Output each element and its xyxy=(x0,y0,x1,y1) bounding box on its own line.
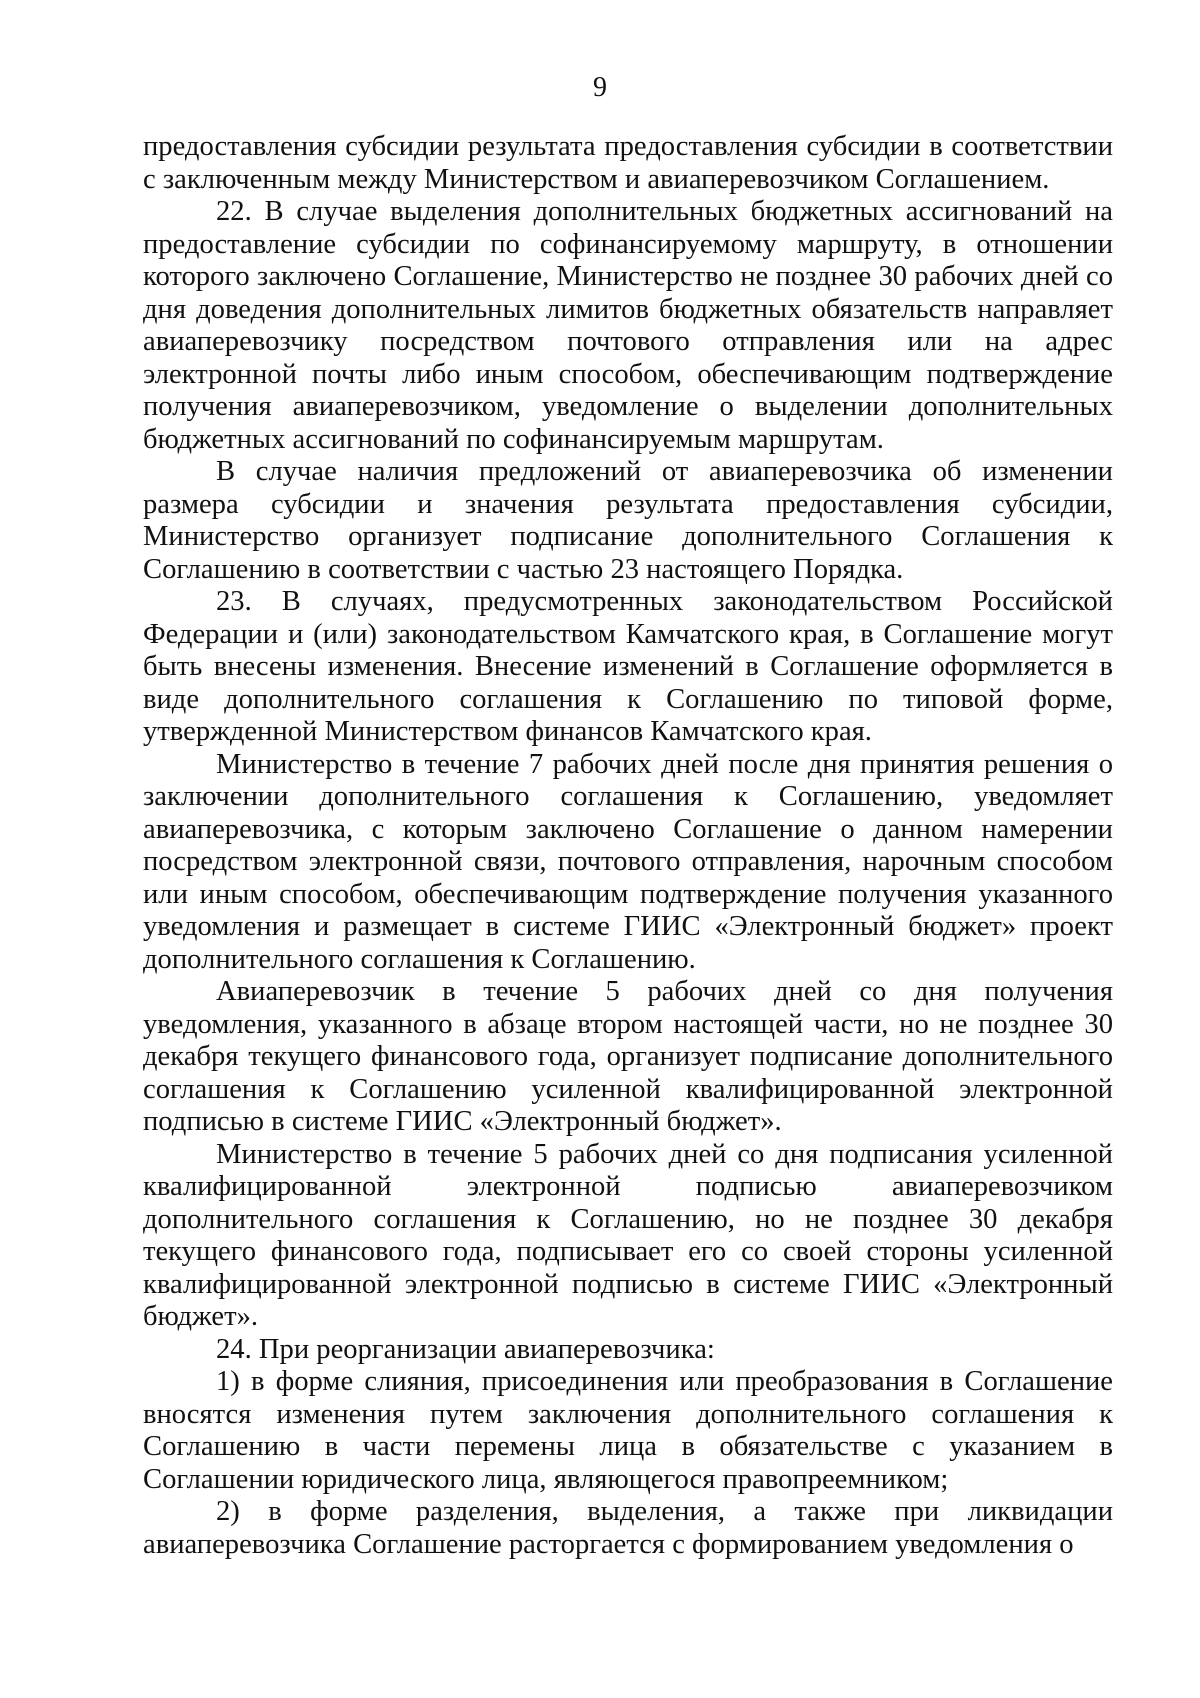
paragraph-24: 24. При реорганизации авиаперевозчика: xyxy=(216,1333,715,1365)
paragraph-24-item-2: 2) в форме разделения, выделения, а также при ликвидации авиаперевозчика Соглашение расторгается с формированием уведомления о xyxy=(143,1496,1113,1560)
paragraph-22: 22. В случае выделения дополнительных бюджетных ассигнований на предоставление субсидии по софинансируемому маршруту, в отношении которого заключено Соглашение, Министерство не позднее 30 рабочих дней со дня доведения дополнительных лимитов бюджетных обязательств направляет авиаперевозчику посредством почтового отправления или на адрес электронной почты либо иным способом, обеспечивающим подтверждение получения авиаперевозчиком, уведомление о выделении дополнительных бюджетных ассигнований по софинансируемым маршрутам. xyxy=(143,196,1113,455)
paragraph-23-ministry-signing: Министерство в течение 5 рабочих дней со дня подписания усиленной квалифицированной электронной подписью авиаперевозчиком дополнительного соглашения к Соглашению, но не позднее 30 декабря текущего финансового года, подписывает его со своей стороны усиленной квалифицированной электронной подписью в системе ГИИС «Электронный бюджет». xyxy=(143,1138,1113,1332)
paragraph-24-item-1: 1) в форме слияния, присоединения или преобразования в Соглашение вносятся изменения путем заключения дополнительного соглашения к Соглашению в части перемены лица в обязательстве с указанием в Соглашении юридического лица, являющегося правопреемником; xyxy=(143,1366,1113,1495)
page-number: 9 xyxy=(593,72,607,103)
paragraph-continuation: предоставления субсидии результата предоставления субсидии в соответствии с заключенным между Министерством и авиаперевозчиком Соглашением. xyxy=(143,131,1113,195)
paragraph-23-carrier-signing: Авиаперевозчик в течение 5 рабочих дней со дня получения уведомления, указанного в абзаце втором настоящей части, но не позднее 30 декабря текущего финансового года, организует подписание дополнительного соглашения к Соглашению усиленной квалифицированной электронной подписью в системе ГИИС «Электронный бюджет». xyxy=(143,976,1113,1137)
paragraph-22-proposals: В случае наличия предложений от авиаперевозчика об изменении размера субсидии и значения результата предоставления субсидии, Министерство организует подписание дополнительного Соглашения к Соглашению в соответствии с частью 23 настоящего Порядка. xyxy=(143,456,1113,585)
paragraph-23: 23. В случаях, предусмотренных законодательством Российской Федерации и (или) законодательством Камчатского края, в Соглашение могут быть внесены изменения. Внесение изменений в Соглашение оформляется в виде дополнительного соглашения к Соглашению по типовой форме, утвержденной Министерством финансов Камчатского края. xyxy=(143,586,1113,747)
paragraph-23-notification: Министерство в течение 7 рабочих дней после дня принятия решения о заключении дополнительного соглашения к Соглашению, уведомляет авиаперевозчика, с которым заключено Соглашение о данном намерении посредством электронной связи, почтового отправления, нарочным способом или иным способом, обеспечивающим подтверждение получения указанного уведомления и размещает в системе ГИИС «Электронный бюджет» проект дополнительного соглашения к Соглашению. xyxy=(143,748,1113,975)
document-body xyxy=(143,131,1113,1561)
